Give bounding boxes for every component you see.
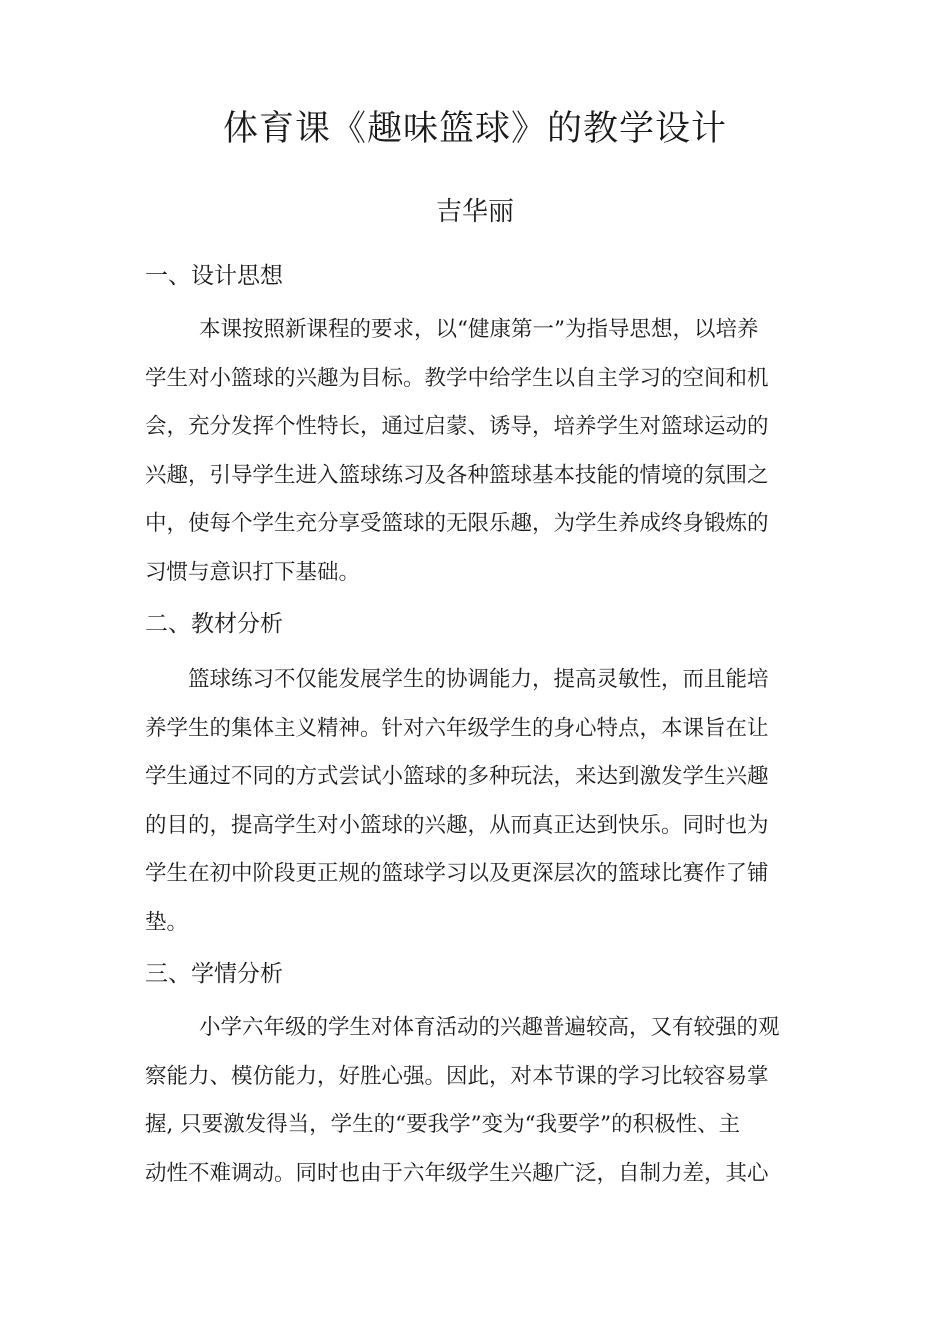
section-heading-student-analysis: 三、学情分析	[145, 961, 283, 987]
section-paragraph-design-idea	[145, 306, 810, 597]
paragraph-line: 握, 只要激发得当，学生的“要我学”变为“我要学”的积极性、主	[145, 1112, 741, 1137]
paragraph-line: 中，使每个学生充分享受篮球的无限乐趣，为学生养成终身锻炼的	[145, 511, 769, 536]
paragraph-line: 动性不难调动。同时也由于六年级学生兴趣广泛，自制力差，其心	[145, 1160, 769, 1186]
paragraph-line: 小学六年级的学生对体育活动的兴趣普遍较高，又有较强的观	[199, 1015, 780, 1040]
paragraph-line: 本课按照新课程的要求，以“健康第一”为指导思想，以培养	[199, 317, 759, 342]
section-heading-design-idea: 一、设计思想	[145, 263, 283, 289]
paragraph-line: 会，充分发挥个性特长，通过启蒙、诱导，培养学生对篮球运动的	[145, 414, 769, 439]
paragraph-line: 养学生的集体主义精神。针对六年级学生的身心特点，本课旨在让	[145, 715, 769, 741]
paragraph-line: 习惯与意识打下基础。	[145, 559, 361, 585]
section-paragraph-material-analysis	[145, 656, 810, 947]
paragraph-line: 兴趣，引导学生进入篮球练习及各种篮球基本技能的情境的氛围之	[145, 462, 769, 488]
section-heading-material-analysis: 二、教材分析	[145, 611, 283, 637]
paragraph-line: 的目的，提高学生对小篮球的兴趣，从而真正达到快乐。同时也为	[145, 812, 769, 838]
section-paragraph-student-analysis	[145, 1004, 810, 1198]
paragraph-line: 察能力、模仿能力，好胜心强。因此，对本节课的学习比较容易掌	[145, 1063, 769, 1089]
paragraph-line: 学生通过不同的方式尝试小篮球的多种玩法，来达到激发学生兴趣	[145, 764, 769, 789]
paragraph-line: 篮球练习不仅能发展学生的协调能力，提高灵敏性，而且能培	[188, 667, 769, 692]
document-title: 体育课《趣味篮球》的教学设计	[222, 109, 727, 149]
paragraph-line: 学生对小篮球的兴趣为目标。教学中给学生以自主学习的空间和机	[145, 365, 769, 391]
paragraph-line: 垫。	[145, 909, 189, 935]
author-name: 吉华丽	[435, 197, 514, 227]
paragraph-line: 学生在初中阶段更正规的篮球学习以及更深层次的篮球比赛作了铺	[145, 861, 769, 886]
